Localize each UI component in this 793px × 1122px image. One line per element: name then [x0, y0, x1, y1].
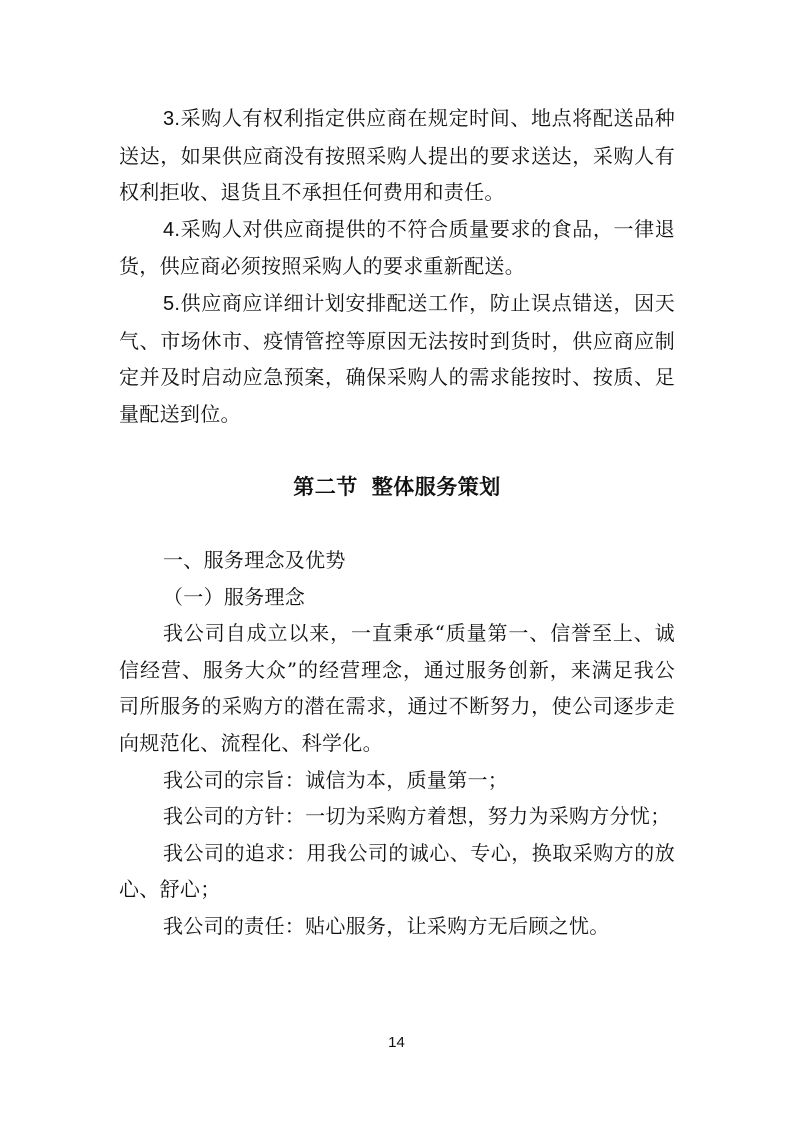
page-content: [119, 100, 675, 944]
list-item: 4.采购人对供应商提供的不符合质量要求的食品，一律退货，供应商必须按照采购人的要求重新配送。: [119, 216, 675, 279]
section-title: 整体服务策划: [371, 474, 501, 500]
page-number: 14: [388, 1034, 405, 1051]
subheading: （一）服务理念: [163, 584, 306, 609]
section-number: 第二节: [293, 474, 358, 500]
list-item: 3.采购人有权利指定供应商在规定时间、地点将配送品种送达，如果供应商没有按照采购人提出的要求送达，采购人有权利拒收、退货且不承担任何费用和责任。: [119, 106, 675, 205]
list-item: 5.供应商应详细计划安排配送工作，防止误点错送，因天气、市场休市、疫情管控等原因无法按时到货时，供应商应制定并及时启动应急预案，确保采购人的需求能按时、按质、足量配送到位。: [119, 290, 675, 426]
body-paragraph: 我公司自成立以来，一直秉承“质量第一、信誉至上、诚信经营、服务大众”的经营理念，通过服务创新，来满足我公司所服务的采购方的潜在需求，通过不断努力，使公司逐步走向规范化、流程化、科学化。: [119, 621, 675, 755]
body-paragraph: 我公司的宗旨：诚信为本，质量第一；: [163, 767, 509, 792]
section-heading: [119, 469, 675, 506]
body-paragraph: 我公司的责任：贴心服务，让采购方无后顾之忧。: [163, 913, 610, 938]
body-paragraph: 我公司的方针：一切为采购方着想，努力为采购方分忧；: [163, 804, 671, 829]
subheading: 一、服务理念及优势: [163, 547, 346, 572]
body-paragraph: 我公司的追求：用我公司的诚心、专心，换取采购方的放心、舒心；: [119, 840, 675, 902]
